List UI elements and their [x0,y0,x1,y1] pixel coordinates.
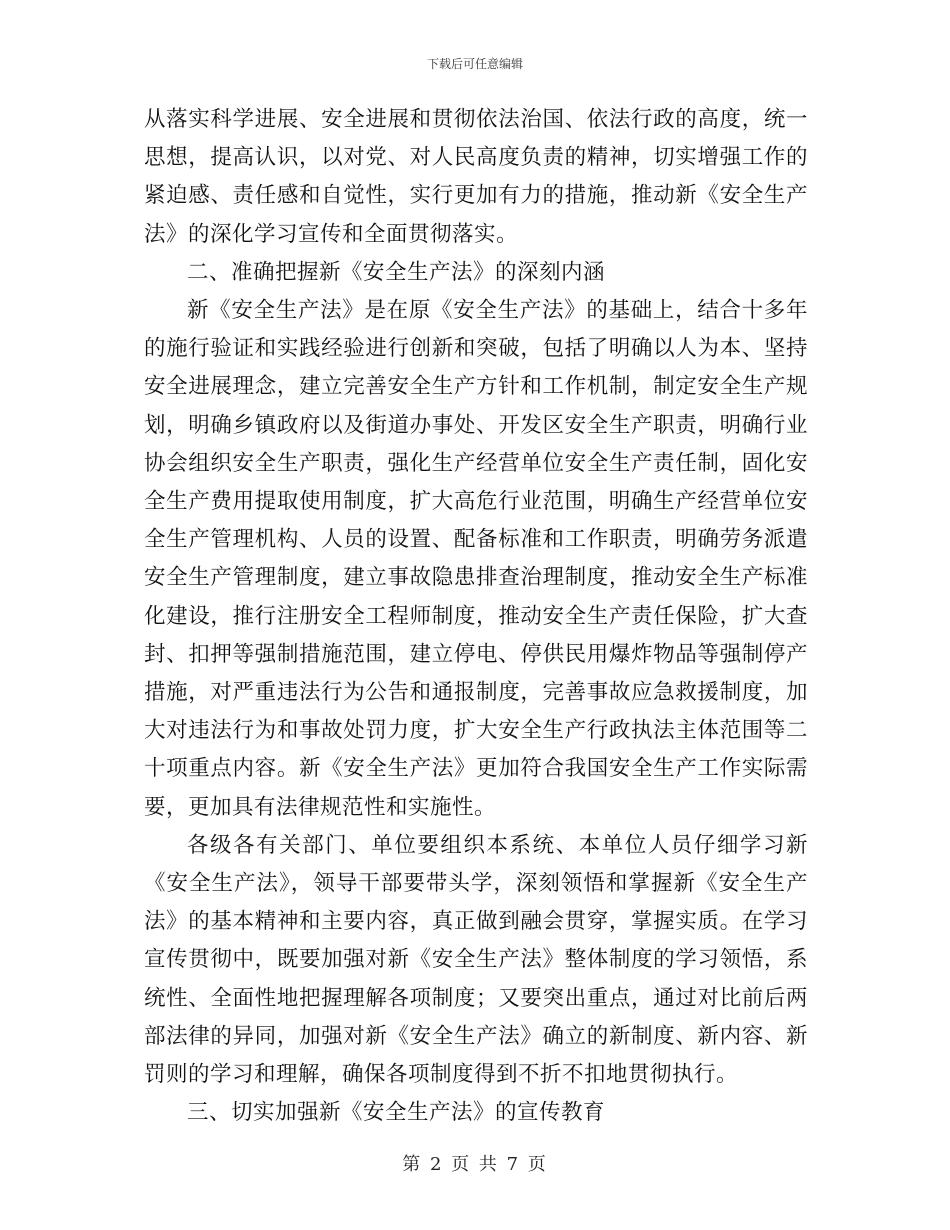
section-heading-3: 三、切实加强新《安全生产法》的宣传教育 [187,1100,606,1126]
paragraph-4: 各级各有关部门、单位要组织本系统、本单位人员仔细学习新《安全生产法》，领导干部要带头学，深刻领悟和掌握新《安全生产法》的基本精神和主要内容，真正做到融会贯穿，掌握实质。在学习宣传贯彻中，既要加强对新《安全生产法》整体制度的学习领悟，系统性、全面性地把握理解各项制度；又要突出重点，通过对比前后两部法律的异同，加强对新《安全生产法》确立的新制度、新内容、新罚则的学习和理解，确保各项制度得到不折不扣地贯彻执行。 [144,832,808,1088]
section-heading-2: 二、准确把握新《安全生产法》的深刻内涵 [187,259,606,285]
paragraph-3: 新《安全生产法》是在原《安全生产法》的基础上，结合十多年的施行验证和实践经验进行创新和突破，包括了明确以人为本、坚持安全进展理念，建立完善安全生产方针和工作机制，制定安全生产规划，明确乡镇政府以及街道办事处、开发区安全生产职责，明确行业协会组织安全生产职责，强化生产经营单位安全生产责任制，固化安全生产费用提取使用制度，扩大高危行业范围，明确生产经营单位安全生产管理机构、人员的设置、配备标准和工作职责，明确劳务派遣安全生产管理制度，建立事故隐患排查治理制度，推动安全生产标准化建设，推行注册安全工程师制度，推动安全生产责任保险，扩大查封、扣押等强制措施范围，建立停电、停供民用爆炸物品等强制停产措施，对严重违法行为公告和通报制度，完善事故应急救援制度，加大对违法行为和事故处罚力度，扩大安全生产行政执法主体范围等二十项重点内容。新《安全生产法》更加符合我国安全生产工作实际需要，更加具有法律规范性和实施性。 [144,298,808,820]
page-number-footer: 第 2 页 共 7 页 [402,1154,548,1175]
page-header: 下载后可任意编辑 [426,57,523,71]
document-body [144,101,808,1132]
paragraph-1: 从落实科学进展、安全进展和贯彻依法治国、依法行政的高度，统一思想，提高认识，以对党、对人民高度负责的精神，切实增强工作的紧迫感、责任感和自觉性，实行更加有力的措施，推动新《安全生产法》的深化学习宣传和全面贯彻落实。 [144,107,808,247]
